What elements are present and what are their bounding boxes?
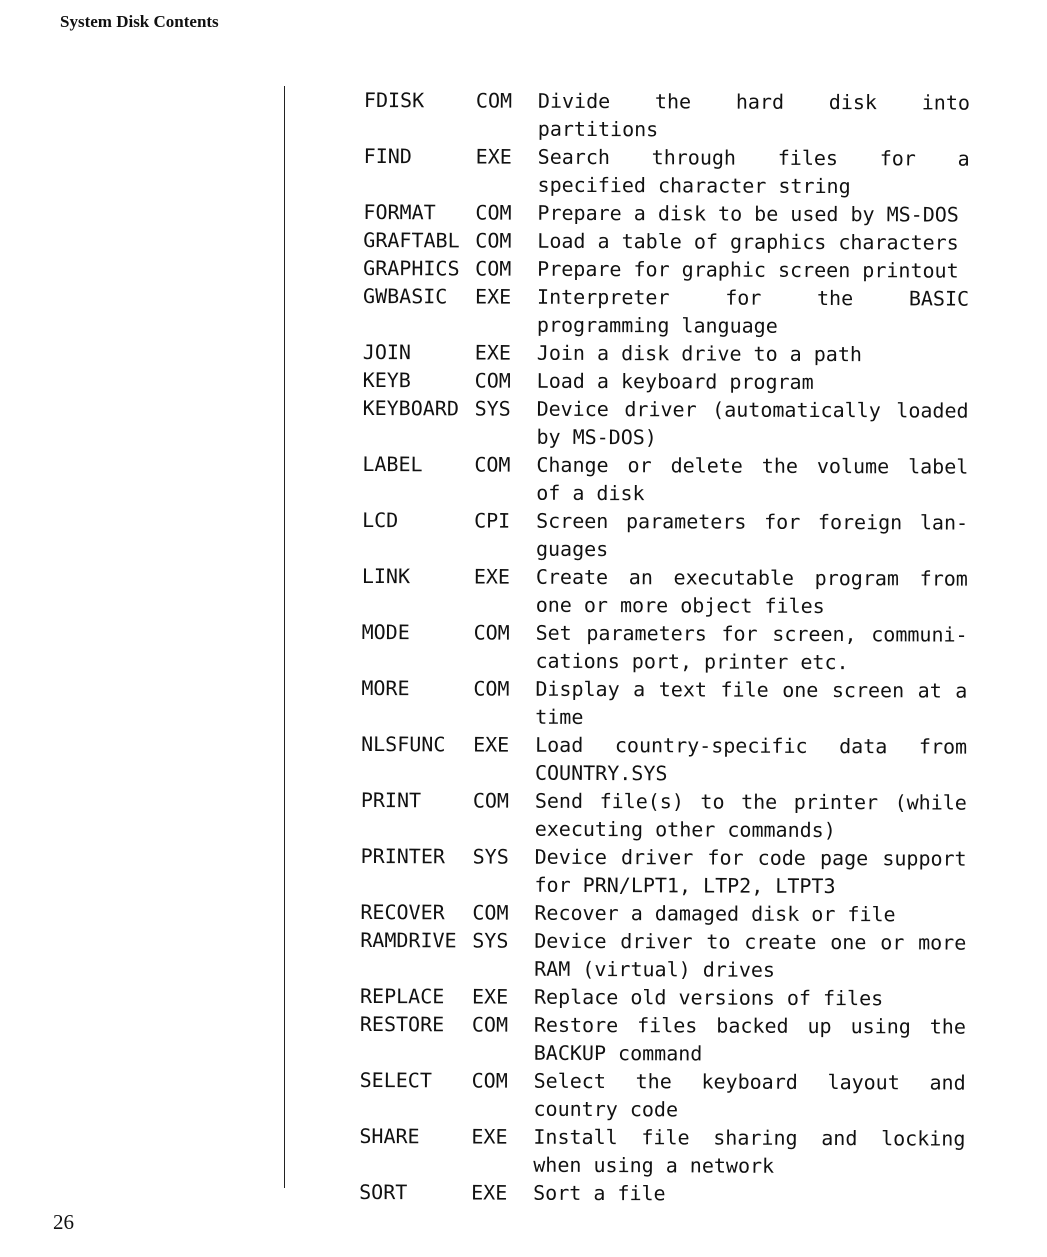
file-description: Load country-specific data from COUNTRY.SYS [534,732,968,786]
margin-rule [284,86,285,1188]
file-description: Change or delete the volume label of a disk [536,452,969,506]
file-extension: COM [472,788,510,813]
file-name: KEYBOARD [362,395,459,421]
file-description: Screen parameters for foreign lan-guages [535,508,969,562]
file-row [362,562,982,621]
file-extension: COM [471,1012,509,1037]
file-row [359,1066,979,1125]
file-row [363,226,983,257]
file-description: Prepare a disk to be used by MS-DOS [537,200,959,227]
file-name: RAMDRIVE [360,927,457,953]
file-description: Search through files for a specified character string [537,144,970,199]
file-description: Prepare for graphic screen printout [537,256,959,283]
file-extension: SYS [472,928,509,953]
file-description: Interpreter for the BASIC programming language [536,284,970,338]
file-extension: SYS [474,396,511,421]
file-name: GRAFTABL [363,227,460,253]
file-row [364,142,984,201]
file-name: RESTORE [359,1011,445,1037]
file-extension: COM [475,228,512,253]
file-name: KEYB [362,367,411,393]
file-description: Recover a damaged disk or file [534,900,896,927]
file-row [361,674,981,733]
file-extension: CPI [474,508,511,533]
file-extension: EXE [475,284,512,309]
file-description: Send file(s) to the printer (while executing other commands) [534,788,967,843]
file-extension: SYS [472,844,509,869]
file-name: FORMAT [363,199,436,225]
file-name: PRINT [360,787,422,813]
file-row [360,1010,980,1069]
file-description: Device driver to create one or more RAM (virtual) drives [534,928,967,982]
file-description: Join a disk drive to a path [536,340,862,367]
file-extension: COM [473,620,510,645]
file-row [363,254,983,285]
file-extension: EXE [473,732,510,757]
file-description: Display a text file one screen at a time [535,676,968,729]
file-extension: EXE [471,1180,508,1205]
file-description: Create an executable program from one or more object files [535,564,968,619]
file-extension: COM [472,900,509,925]
file-row [364,86,984,145]
file-extension: EXE [474,340,512,365]
file-name: SELECT [359,1067,432,1093]
file-name: SHARE [359,1123,420,1149]
file-description: Select the keyboard layout and country code [533,1068,966,1122]
file-extension: COM [471,1068,508,1093]
file-row [359,1178,979,1209]
file-description: Device driver (automatically loaded by MS-DOS) [536,396,969,450]
file-name: FDISK [363,87,425,113]
file-name: NLSFUNC [361,731,446,757]
file-row [361,786,981,845]
file-extension: EXE [475,144,512,169]
file-row [359,1122,979,1181]
file-description: Restore files backed up using the BACKUP command [533,1012,966,1066]
file-description: Load a table of graphics characters [537,228,959,255]
file-name: GRAPHICS [363,255,460,281]
file-extension: COM [475,256,512,281]
file-row [362,506,982,565]
file-name: JOIN [362,339,412,365]
file-name: GWBASIC [363,283,448,309]
file-row [361,730,981,789]
file-name: LCD [362,507,399,533]
file-extension: COM [474,368,511,393]
file-description: Divide the hard disk into partitions [537,88,970,142]
file-extension: EXE [471,1124,508,1149]
file-name: FIND [363,143,412,169]
file-name: LINK [361,563,411,589]
file-description: Load a keyboard program [536,368,814,394]
file-extension: COM [475,200,512,225]
file-name: MORE [361,675,410,701]
file-name: PRINTER [360,843,445,869]
file-extension: COM [473,676,510,701]
file-row [360,898,980,929]
page-number: 26 [53,1210,74,1234]
file-name: MODE [361,619,410,645]
file-description: Set parameters for screen, communi-cations port, printer etc. [535,620,968,675]
file-row [363,198,983,229]
file-extension: COM [474,452,511,477]
file-extension: EXE [471,984,509,1009]
file-extension: COM [475,88,513,113]
file-description: Replace old versions of files [533,984,884,1011]
file-row [360,982,980,1013]
file-row [362,450,982,509]
page-header: System Disk Contents [60,12,219,31]
file-description: Device driver for code page support for PRN/LPT1, LTP2, LTPT3 [534,844,967,899]
file-row [362,394,982,453]
file-extension: EXE [473,564,511,589]
file-name: SORT [359,1179,408,1205]
file-row [361,618,981,677]
file-listing [359,86,984,1209]
file-row [363,282,983,341]
file-description: Install file sharing and locking when using a network [533,1124,966,1178]
file-name: LABEL [362,451,423,477]
file-row [360,926,980,985]
file-row [363,366,983,397]
file-row [360,842,980,901]
file-name: REPLACE [359,983,445,1009]
file-name: RECOVER [360,899,445,925]
file-description: Sort a file [533,1180,666,1206]
file-row [363,338,983,369]
